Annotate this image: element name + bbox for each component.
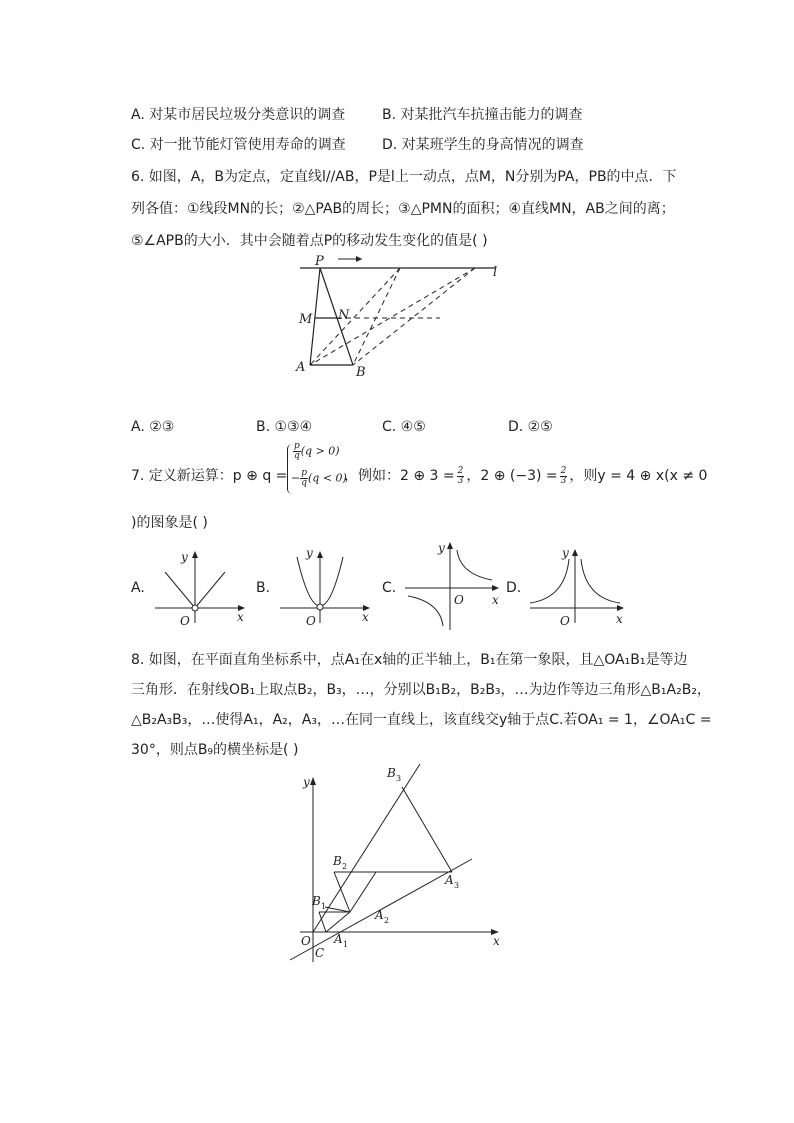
q6-option-a: A. ②③ (131, 419, 175, 435)
q7-graph-a (150, 545, 250, 627)
q8-line3: △B₂A₃B₃，…使得A₁，A₂，A₃，…在同一直线上，该直线交y轴于点C.若OA₁ = 1，∠OA₁C = (131, 712, 712, 728)
q6-option-b: B. ①③④ (256, 419, 313, 435)
q7-example-den2: 3 (560, 475, 567, 486)
q6-label-l: l (493, 265, 498, 280)
q8-sub-b1: 1 (321, 902, 327, 911)
q8-line1: 8. 如图，在平面直角坐标系中，点A₁在x轴的正半轴上，B₁在第一象限，且△OA₁B₁是等边 (131, 652, 688, 668)
q6-option-c: C. ④⑤ (382, 419, 426, 435)
q7-piece1-den: q (294, 451, 300, 461)
q7a-origin-label: O (180, 614, 190, 627)
q7-option-a-label: A. (131, 580, 145, 596)
q7-piece2-num: p (301, 468, 307, 478)
q7-example-mid: ，2 ⊕ (−3) = (466, 468, 558, 484)
q7-option-d-label: D. (506, 580, 522, 596)
q8-label-b2: B (333, 854, 342, 868)
q7-option-c-label: C. (382, 580, 397, 596)
q7b-y-label: y (306, 546, 313, 560)
q8-sub-b3: 3 (396, 774, 402, 783)
q5-option-a: A. 对某市居民垃圾分类意识的调查 (131, 107, 346, 123)
q7a-y-label: y (181, 550, 188, 564)
q6-label-a: A (296, 360, 306, 375)
q7-example-text: ，例如：2 ⊕ 3 = (344, 468, 455, 484)
q8-label-y: y (303, 775, 310, 789)
q7-option-b-label: B. (256, 580, 271, 596)
q7-example (344, 465, 707, 486)
q6-option-d: D. ②⑤ (508, 419, 553, 435)
q6-label-n: N (338, 308, 350, 323)
q7-piece1-num: p (294, 441, 300, 451)
q8-label-b1: B (312, 894, 321, 908)
q8-label-b3: B (387, 766, 396, 780)
q8-label-x: x (493, 934, 500, 948)
q8-label-a1: A (334, 932, 343, 946)
q6-line3: ⑤∠APB的大小．其中会随着点P的移动发生变化的值是( ) (131, 233, 488, 249)
q6-label-p: P (315, 254, 324, 269)
q6-label-b: B (356, 365, 366, 380)
q7d-x-label: x (616, 612, 623, 626)
q7b-x-label: x (362, 610, 369, 624)
q8-label-a3: A (445, 873, 454, 887)
q7-piece2-cond: (q < 0) (307, 471, 347, 485)
q8-sub-a2: 2 (384, 916, 390, 925)
q7c-x-label: x (492, 593, 499, 607)
q7-prefix: 7. 定义新运算：p ⊕ q = (131, 468, 288, 484)
q8-label-o: O (301, 934, 311, 948)
q6-label-m: M (299, 312, 313, 327)
q6-line2: 列各值：①线段MN的长；②△PAB的周长；③△PMN的面积；④直线MN，AB之间的离； (131, 201, 675, 217)
q7-example-num2: 2 (560, 465, 567, 476)
q7-piece-2 (291, 469, 347, 488)
q7-graph-b (275, 545, 375, 627)
q8-label-c: C (315, 946, 325, 960)
q8-sub-b2: 2 (342, 862, 348, 871)
q8-sub-a3: 3 (454, 881, 460, 890)
q7-piece2-sign: − (291, 471, 301, 485)
q7d-y-label: y (562, 546, 569, 560)
q5-option-d: D. 对某班学生的身高情况的调查 (382, 137, 584, 153)
q7-example-num1: 2 (457, 465, 464, 476)
q8-label-a2: A (375, 908, 384, 922)
q7d-origin-label: O (560, 614, 570, 628)
q7-piece1-cond: (q > 0) (300, 444, 340, 458)
q7c-origin-label: O (454, 593, 464, 607)
q8-line2: 三角形．在射线OB₁上取点B₂，B₃，…，分别以B₁B₂，B₂B₃，…为边作等边三角形△B₁A₂B₂， (131, 682, 711, 698)
q7-piece2-den: q (301, 478, 307, 488)
q7c-y-label: y (438, 541, 445, 555)
q7-tail: ，则y = 4 ⊕ x(x ≠ 0 (569, 468, 708, 484)
q6-line1: 6. 如图，A，B为定点，定直线l//AB，P是l上一动点，点M，N分别为PA，PB的中点．下 (131, 169, 677, 185)
q6-figure (290, 250, 510, 380)
q8-figure (280, 762, 510, 967)
q7a-x-label: x (237, 610, 244, 624)
q7-graph-c (400, 538, 510, 633)
q8-line4: 30°，则点B₉的横坐标是( ) (131, 742, 299, 758)
q7-example-den1: 3 (457, 475, 464, 486)
q5-option-b: B. 对某批汽车抗撞击能力的调查 (382, 107, 583, 123)
q7-piece-1 (293, 442, 340, 461)
q8-sub-a1: 1 (343, 940, 349, 949)
q7b-origin-label: O (306, 614, 316, 627)
q7-line2: )的图象是( ) (131, 515, 208, 531)
q7-graph-d (525, 543, 635, 628)
q5-option-c: C. 对一批节能灯管使用寿命的调查 (131, 137, 346, 153)
